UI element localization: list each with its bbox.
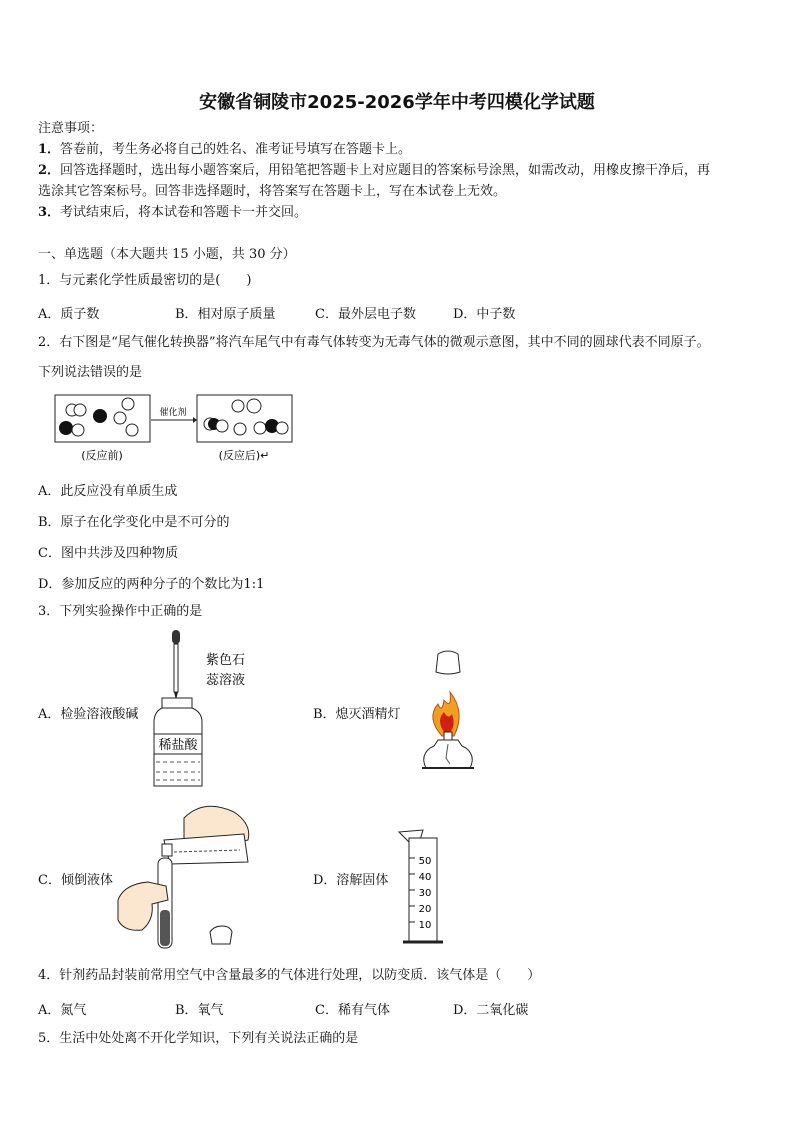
notice-heading: 注意事项：	[38, 121, 104, 136]
q1-option-b[interactable]: B．相对原子质量	[175, 307, 276, 322]
q3-option-b[interactable]: B．熄灭酒精灯	[313, 707, 401, 722]
q1-option-c[interactable]: C．最外层电子数	[315, 307, 416, 322]
tick-10: 10	[418, 920, 432, 931]
tick-50: 50	[418, 856, 432, 867]
notice-text: 回答选择题时，选出每小题答案后，用铅笔把答题卡上对应题目的答案标号涂黑，如需改动，用橡皮擦干净后，再	[60, 163, 711, 178]
notice-item-2	[38, 162, 710, 180]
q3-figure-b	[408, 648, 478, 773]
tick-20: 20	[418, 904, 432, 915]
bottle-label: 稀盐酸	[158, 738, 198, 753]
q4-option-c[interactable]: C．稀有气体	[315, 1003, 390, 1018]
q3-figure-a	[150, 628, 260, 790]
after-label: (反应后)↵	[218, 449, 270, 462]
q3-option-c[interactable]: C．倾倒液体	[38, 873, 113, 888]
notice-item-1	[38, 141, 411, 159]
notice-item-3	[38, 204, 307, 222]
tick-30: 30	[418, 888, 432, 899]
q4-option-b[interactable]: B．氧气	[175, 1003, 224, 1018]
q2-option-b[interactable]: B．原子在化学变化中是不可分的	[38, 515, 230, 530]
q2-option-c[interactable]: C．图中共涉及四种物质	[38, 546, 178, 561]
q2-option-a[interactable]: A．此反应没有单质生成	[38, 484, 178, 499]
q4-option-a[interactable]: A．氮气	[38, 1003, 87, 1018]
q1-option-a[interactable]: A．质子数	[38, 307, 100, 322]
q2-stem-2: 下列说法错误的是	[38, 365, 143, 380]
before-label: (反应前)	[81, 449, 123, 462]
q3-stem: 3．下列实验操作中正确的是	[38, 604, 203, 619]
notice-num: 3．	[38, 205, 61, 220]
q1-option-d[interactable]: D．中子数	[453, 307, 516, 322]
catalyst-label: 催化剂	[159, 408, 187, 418]
q2-option-d[interactable]: D．参加反应的两种分子的个数比为1:1	[38, 577, 265, 592]
dropper-label-1: 紫色石	[206, 653, 246, 668]
notice-text: 答卷前，考生务必将自己的姓名、准考证号填写在答题卡上。	[60, 142, 412, 157]
section-heading: 一、单选题（本大题共 15 小题，共 30 分）	[38, 247, 296, 262]
page-title: 安徽省铜陵市2025-2026学年中考四模化学试题	[199, 92, 595, 113]
q4-option-d[interactable]: D．二氧化碳	[453, 1003, 529, 1018]
q1-stem: 1．与元素化学性质最密切的是( )	[38, 273, 252, 288]
notice-text: 考试结束后，将本试卷和答题卡一并交回。	[60, 205, 308, 220]
q3-option-a[interactable]: A．检验溶液酸碱	[38, 707, 139, 722]
q3-option-d[interactable]: D．溶解固体	[313, 873, 389, 888]
q5-stem: 5．生活中处处离不开化学知识，下列有关说法正确的是	[38, 1031, 359, 1046]
notice-item-2-cont: 选涂其它答案标号。回答非选择题时，将答案写在答题卡上，写在本试卷上无效。	[38, 184, 507, 199]
notice-num: 2．	[38, 163, 61, 178]
q3-figure-c	[114, 800, 254, 955]
q2-stem: 2．右下图是“尾气催化转换器”将汽车尾气中有毒气体转变为无毒气体的微观示意图，其中不同的圆球代表不同原子。	[38, 335, 710, 350]
q2-reaction-figure	[50, 392, 300, 464]
notice-num: 1．	[38, 142, 61, 157]
tick-40: 40	[418, 872, 432, 883]
q4-stem: 4．针剂药品封装前常用空气中含量最多的气体进行处理，以防变质．该气体是（ ）	[38, 968, 541, 983]
dropper-label-2: 蕊溶液	[206, 673, 246, 688]
q3-figure-d	[395, 828, 450, 950]
